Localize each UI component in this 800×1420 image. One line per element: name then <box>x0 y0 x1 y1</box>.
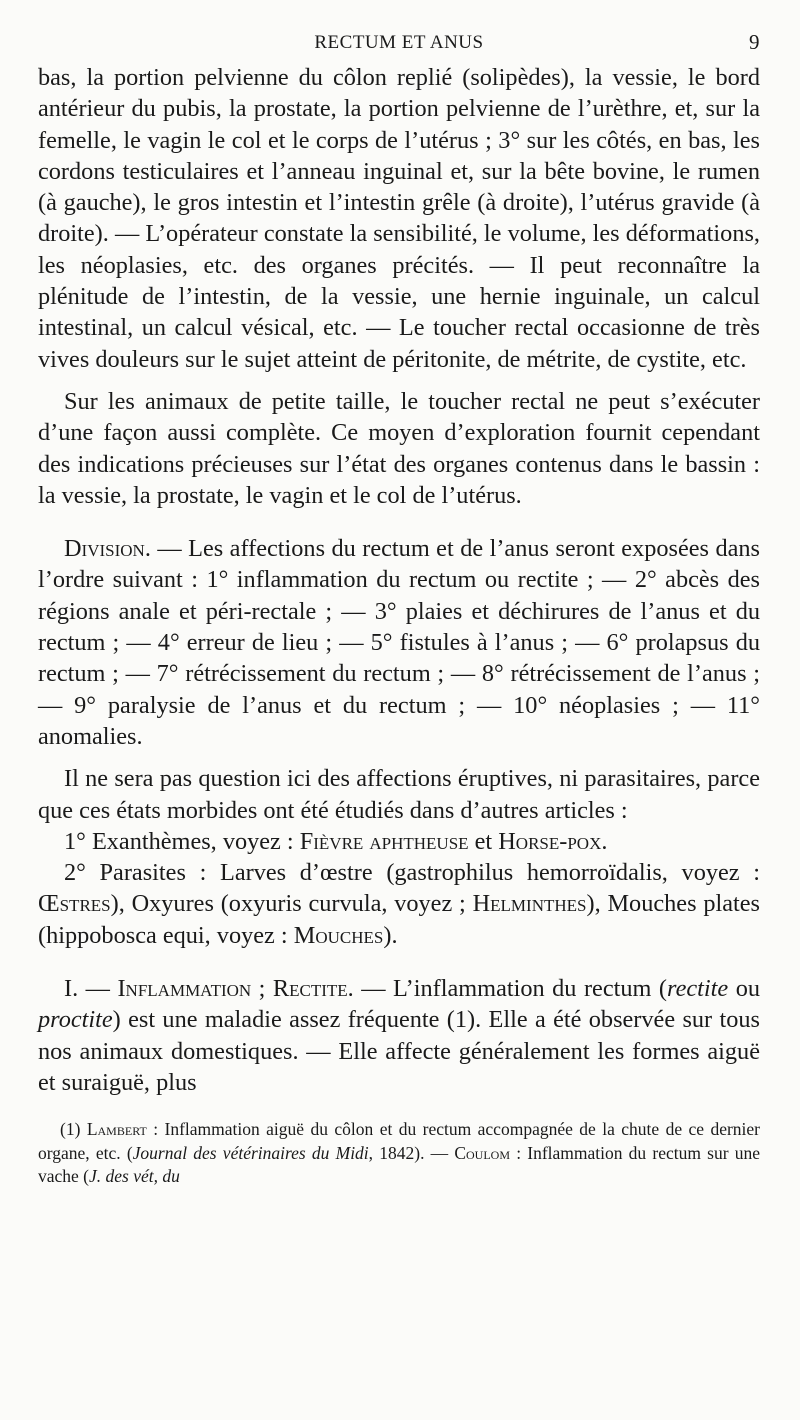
parasites-text-d: ). <box>383 921 398 949</box>
footnote-journal-2: J. des vét, du <box>89 1166 180 1187</box>
paragraph-exclusions: Il ne sera pas question ici des affections éruptives, ni parasitaires, parce que ces états morbides ont été étudiés dans d’autres articles : <box>38 765 760 824</box>
cross-reference-mouches: Mouches <box>293 921 384 949</box>
cross-reference-helminthes: Helminthes <box>472 890 587 918</box>
parasites-text-c: ), Mouches plates (hippobosca equi, voyez : <box>38 890 761 949</box>
parasites-text-a: 2° Parasites : Larves d’œstre (gastrophilus hemorroïdalis, voyez : <box>64 859 760 887</box>
body-text <box>38 62 760 1098</box>
footnote-author-lambert: Lambert <box>86 1119 147 1140</box>
paragraph-palpation-continued: bas, la portion pelvienne du côlon replié (solipèdes), la vessie, le bord antérieur du pubis, la prostate, la portion pelvienne de l’urèthre, et, sur la femelle, le vagin le col et le corps de l’utérus ; 3° sur les côtés, en bas, les cordons testiculaires et l’anneau inguinal et, sur la bête bovine, le rumen (à gauche), le gros intestin et l’intestin grêle (à droite), l’utérus gravide (à droite). — L’opérateur constate la sensibilité, le volume, les déformations, les néoplasies, etc. des organes précités. — Il peut reconnaître la plénitude de l’intestin, de la vessie, une hernie inguinale, un calcul intestinal, un calcul vésical, etc. — Le toucher rectal occasionne de très vives douleurs sur le sujet atteint de péritonite, de métrite, de cystite, etc. <box>38 64 760 373</box>
section-heading-inflammation: I. — Inflammation ; Rectite. <box>64 975 354 1003</box>
footnote-journal-1: Journal des vétérinaires du Midi <box>132 1142 369 1163</box>
paragraph-inflammation <box>38 973 760 1098</box>
cross-reference-oestres: Œstres <box>38 890 111 918</box>
term-proctite: proctite <box>38 1006 113 1034</box>
footnote-author-coulom: Coulom <box>454 1142 510 1163</box>
page-number: 9 <box>749 30 760 54</box>
paragraph-small-animals: Sur les animaux de petite taille, le toucher rectal ne peut s’exécuter d’une façon aussi complète. Ce moyen d’exploration fournit cependant des indications précieuses sur l’état des organes contenus dans le bassin : la vessie, la prostate, le vagin et le col de l’utérus. <box>38 387 760 509</box>
division-heading: Division. <box>64 535 151 563</box>
footnote-text-2: , 1842). — <box>368 1142 455 1163</box>
inflammation-text-c: ) est une maladie assez fréquente (1). Elle a été observée sur tous nos animaux domestiques. — Elle affecte généralement les formes aiguë et suraiguë, plus <box>38 1006 760 1096</box>
paragraph-division <box>38 533 760 752</box>
cross-reference-horse-pox: Horse-pox <box>498 827 602 855</box>
parasites-text-b: ), Oxyures (oxyuris curvula, voyez ; <box>110 890 473 918</box>
footnote-text-3: : Inflammation du rectum sur une vache ( <box>38 1142 760 1187</box>
cross-reference-fievre-aphtheuse: Fièvre aphtheuse <box>299 827 469 855</box>
division-text: — Les affections du rectum et de l’anus seront exposées dans l’ordre suivant : 1° inflammation du rectum ou rectite ; — 2° abcès des régions anale et péri-rectale ; — 3° plaies et déchirures de l’anus et du rectum ; — 4° erreur de lieu ; — 5° fistules à l’anus ; — 6° prolapsus du rectum ; — 7° rétrécissement du rectum ; — 8° rétrécissement de l’anus ; — 9° paralysie de l’anus et du rectum ; — 10° néoplasies ; — 11° anomalies. <box>38 535 760 750</box>
inflammation-text-a: — L’inflammation du rectum ( <box>353 975 668 1003</box>
exanthemes-text: 1° Exanthèmes, voyez : <box>64 827 300 855</box>
footnote-1 <box>38 1118 760 1189</box>
exanthemes-and: et <box>468 827 499 855</box>
footnote-text-1: : Inflammation aiguë du côlon et du rectum accompagnée de la chute de ce dernier organe, etc. ( <box>38 1119 761 1163</box>
exanthemes-end: . <box>601 827 608 855</box>
running-title: RECTUM ET ANUS <box>314 32 484 53</box>
inflammation-text-b: ou <box>728 975 760 1003</box>
page-header <box>38 28 760 62</box>
paragraph-parasites <box>38 857 760 951</box>
paragraph-exanthemes <box>38 826 760 857</box>
term-rectite: rectite <box>667 975 729 1003</box>
footnotes <box>38 1118 760 1189</box>
book-page <box>38 28 760 1189</box>
footnote-mark: (1) <box>60 1119 87 1140</box>
